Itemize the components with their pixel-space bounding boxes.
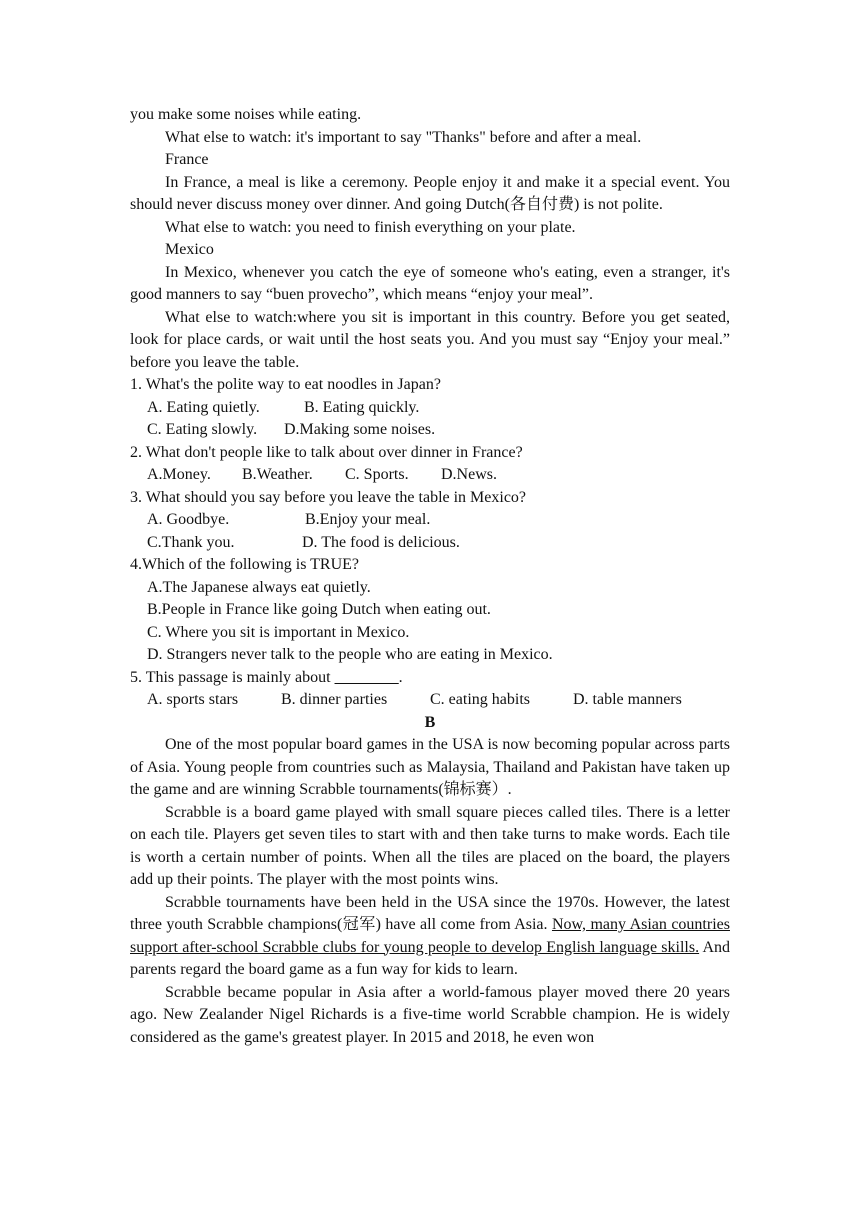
option-3a: A. Goodbye.: [147, 511, 230, 528]
question-5-blank: ________: [334, 668, 399, 686]
document-page: [130, 104, 730, 1049]
option-2d: D.News.: [441, 466, 497, 483]
heading-france: France: [165, 151, 209, 168]
question-5-text: 5. This passage is mainly about: [130, 668, 335, 686]
option-5a: A. sports stars: [147, 691, 239, 708]
france-watch-tip: What else to watch: you need to finish everything on your plate.: [165, 218, 576, 236]
mexico-watch-tip: What else to watch:where you sit is important in this country. Before you get seated, look for place cards, or wait until the host seats you. And you must say “Enjoy your meal.” before you leave the table.: [130, 308, 730, 371]
question-1: 1. What's the polite way to eat noodles in Japan?: [130, 376, 441, 393]
option-1d: D.Making some noises.: [284, 421, 436, 438]
passage-b-paragraph-3: [130, 892, 730, 982]
option-1c: C. Eating slowly.: [147, 421, 258, 438]
passage-b-paragraph-1: One of the most popular board games in the USA is now becoming popular across parts of Asia. Young people from countries such as Malaysia, Thailand and Pakistan have taken up the game and are winning Scrabble tournaments(锦标赛）.: [130, 736, 730, 798]
option-1a: A. Eating quietly.: [147, 398, 260, 416]
question-3: 3. What should you say before you leave the table in Mexico?: [130, 488, 527, 506]
mexico-paragraph: In Mexico, whenever you catch the eye of someone who's eating, even a stranger, it's good manners to say “buen provecho”, which means “enjoy your meal”.: [130, 263, 730, 303]
option-3c: C.Thank you.: [147, 533, 235, 551]
option-2c: C. Sports.: [345, 466, 409, 483]
question-4: 4.Which of the following is TRUE?: [130, 556, 359, 573]
question-2-options: [130, 464, 730, 487]
option-3b: B.Enjoy your meal.: [305, 511, 431, 528]
option-5b: B. dinner parties: [281, 691, 388, 708]
option-4d: D. Strangers never talk to the people who are eating in Mexico.: [147, 646, 553, 663]
option-4a: A.The Japanese always eat quietly.: [147, 578, 371, 596]
option-4b: B.People in France like going Dutch when eating out.: [147, 601, 491, 618]
heading-mexico: Mexico: [165, 241, 214, 258]
paragraph-3-start: Scrabble tournaments have been held in the USA since the 1970s. However, the latest three youth Scrabble champions(冠军) have all come from Asia.: [130, 893, 730, 933]
question-5-period: .: [398, 668, 403, 686]
passage-b-paragraph-4: Scrabble became popular in Asia after a world-famous player moved there 20 years ago. New Zealander Nigel Richards is a five-time world Scrabble champion. He is widely considered as the game's greatest player. In 2015 and 2018, he even won: [130, 983, 730, 1046]
france-paragraph: In France, a meal is like a ceremony. People enjoy it and make it a special event. You should never discuss money over dinner. And going Dutch(各自付费) is not polite.: [130, 173, 730, 213]
underlined-sentence: Now, many Asian countries support after-school Scrabble clubs for young people to develop English language skills.: [130, 916, 730, 956]
passage-b-paragraph-2: Scrabble is a board game played with small square pieces called tiles. There is a letter on each tile. Players get seven tiles to start with and then take turns to make words. Each tile is worth a certain number of points. When all the tiles are placed on the board, the players add up their points. The player with the most points wins.: [130, 803, 730, 888]
question-5: [130, 667, 730, 690]
option-5d: D. table manners: [573, 691, 682, 708]
option-5c: C. eating habits: [430, 691, 530, 708]
option-1b: B. Eating quickly.: [304, 398, 420, 416]
question-2: 2. What don't people like to talk about over dinner in France?: [130, 443, 523, 461]
option-2b: B.Weather.: [242, 466, 313, 483]
option-4c: C. Where you sit is important in Mexico.: [147, 623, 410, 641]
question-3-options-row1: [130, 509, 730, 532]
japan-watch-tip: What else to watch: it's important to say "Thanks" before and after a meal.: [165, 128, 642, 146]
option-3d: D. The food is delicious.: [302, 533, 460, 551]
section-heading-b: B: [424, 713, 436, 731]
question-1-options-row1: [130, 397, 730, 420]
option-2a: A.Money.: [147, 466, 211, 483]
question-5-options: [130, 689, 730, 712]
paragraph-3-end: And parents regard the board game as a fun way for kids to learn.: [130, 938, 731, 978]
passage-a-fragment: you make some noises while eating.: [130, 106, 362, 123]
question-3-options-row2: [130, 532, 730, 555]
question-1-options-row2: [130, 419, 730, 442]
